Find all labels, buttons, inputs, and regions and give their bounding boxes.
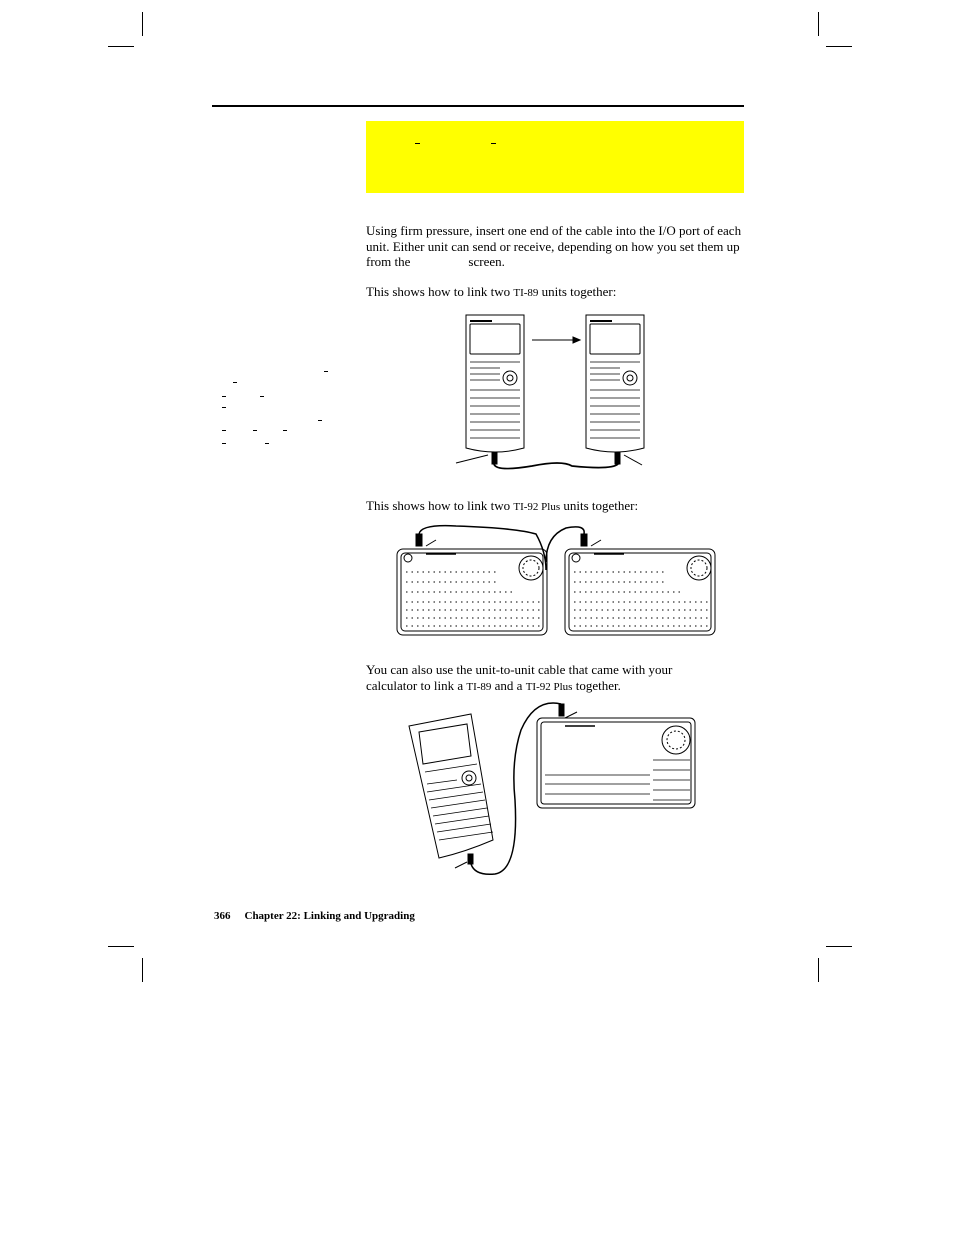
ti89-calculator bbox=[586, 315, 644, 452]
figure-two-ti92-linked bbox=[396, 522, 718, 640]
figure-two-ti89-linked bbox=[452, 310, 658, 472]
paragraph-text-end: screen. bbox=[468, 254, 505, 269]
crop-mark bbox=[826, 946, 852, 947]
crop-mark bbox=[818, 958, 819, 982]
link-cable bbox=[456, 452, 642, 469]
highlighted-note-box bbox=[366, 121, 744, 193]
model-name: TI-89 bbox=[466, 680, 492, 693]
crop-mark bbox=[818, 12, 819, 36]
transfer-arrow bbox=[532, 337, 580, 343]
crop-mark bbox=[142, 12, 143, 36]
link-cable bbox=[416, 526, 601, 570]
crop-mark bbox=[108, 946, 134, 947]
ti92-plus-calculator bbox=[537, 718, 695, 808]
crop-mark bbox=[826, 46, 852, 47]
crop-mark bbox=[108, 46, 134, 47]
model-name: TI-92 Plus bbox=[513, 501, 561, 513]
model-name: TI-92 Plus bbox=[525, 680, 573, 693]
model-name: TI-89 bbox=[513, 287, 539, 299]
paragraph-text: Using firm pressure, insert one end of the cable into the I/O port of each unit. Either unit can send or receive, depending on how you set them up from the bbox=[366, 223, 742, 269]
chapter-title: Chapter 22: Linking and Upgrading bbox=[244, 910, 415, 922]
caption-ti92-link: This shows how to link two TI-92 Plus units together: bbox=[366, 498, 639, 513]
figure-ti89-ti92-linked bbox=[405, 700, 697, 878]
paragraph-mixed-link: You can also use the unit-to-unit cable that came with your calculator to link a TI-89 and a TI-92 Plus together. bbox=[366, 662, 673, 693]
caption-ti89-link: This shows how to link two TI-89 units together: bbox=[366, 284, 617, 299]
header-rule bbox=[212, 105, 744, 107]
ti89-calculator bbox=[466, 315, 524, 452]
paragraph-insert-cable bbox=[366, 223, 746, 270]
ti92-plus-calculator bbox=[565, 549, 715, 635]
page-number: 366 bbox=[214, 910, 231, 922]
ti92-plus-calculator bbox=[397, 549, 547, 635]
page-footer bbox=[214, 910, 415, 922]
crop-mark bbox=[142, 958, 143, 982]
ti89-calculator bbox=[409, 714, 493, 858]
